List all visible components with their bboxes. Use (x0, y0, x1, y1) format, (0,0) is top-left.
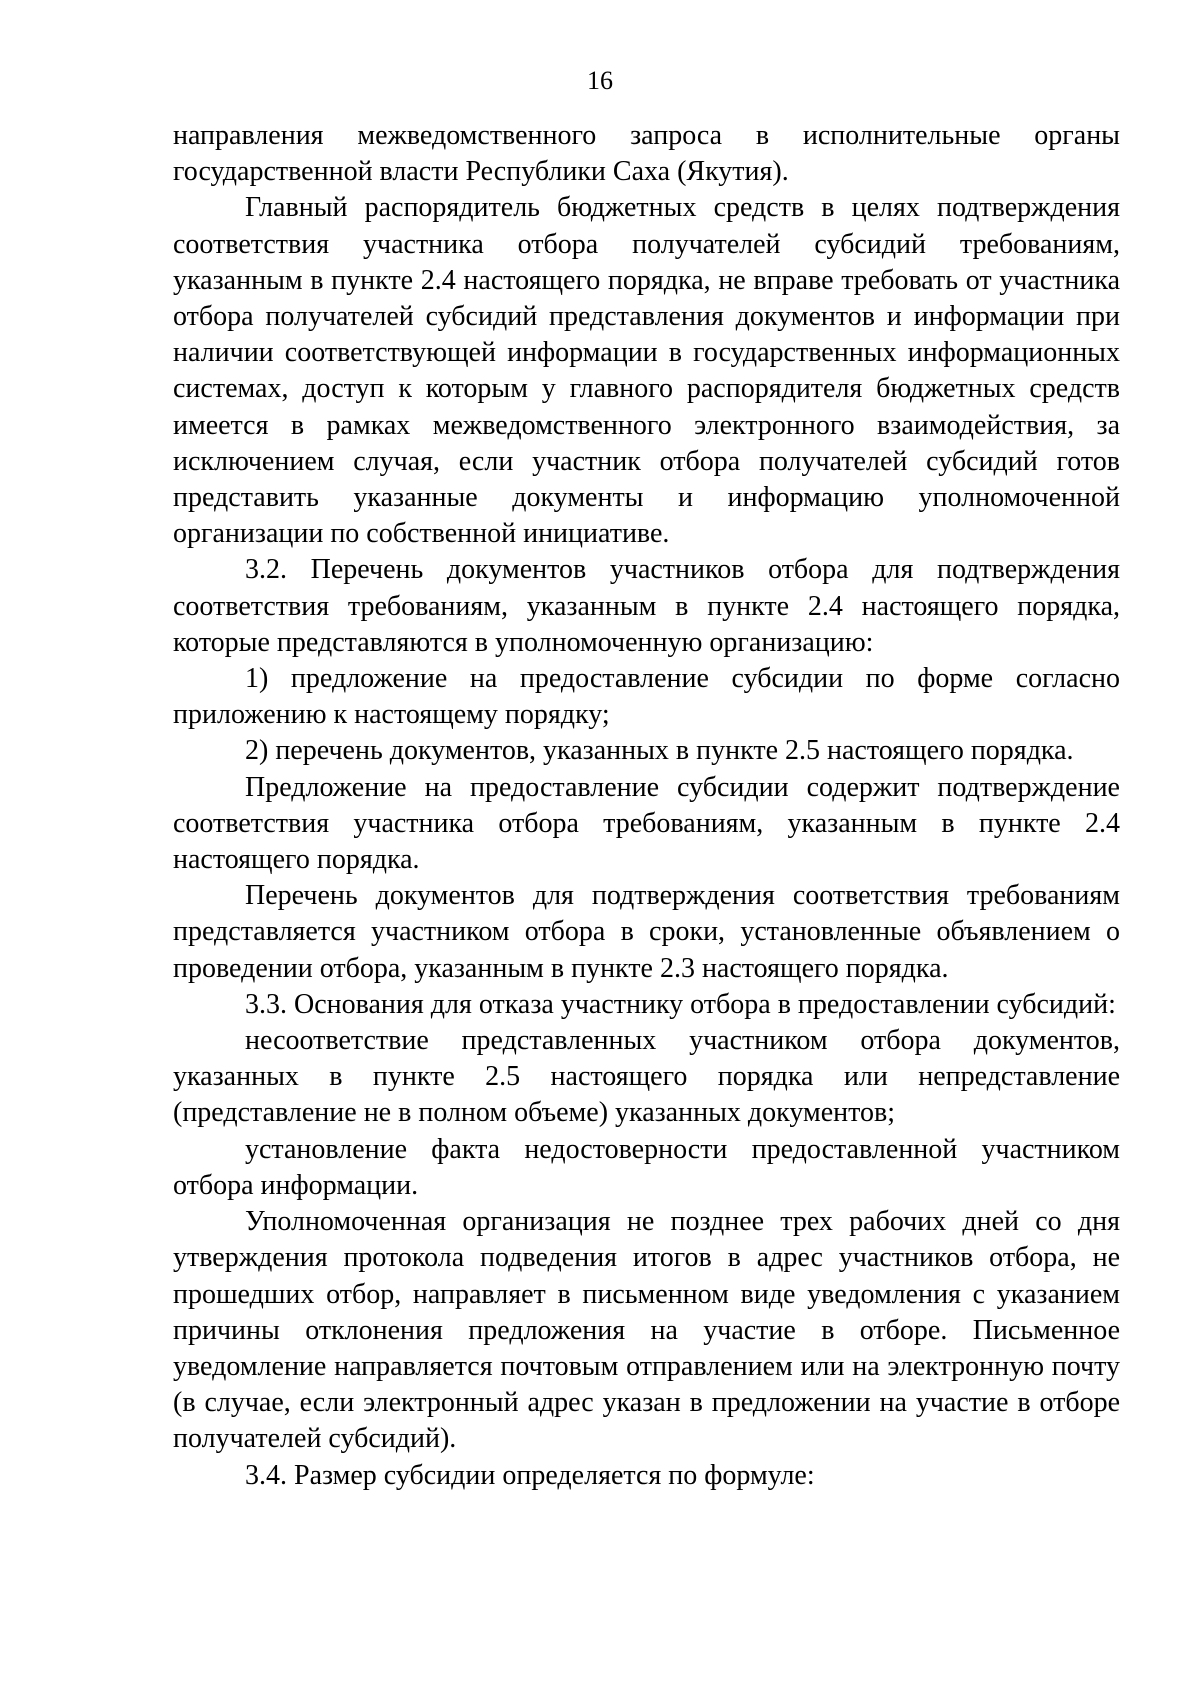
paragraph-proposal: Предложение на предоставление субсидии содержит подтверждение соответствия участника отбора требованиям, указанным в пункте 2.4 настоящего порядка. (173, 771, 1120, 876)
paragraph-3-3: 3.3. Основания для отказа участнику отбора в предоставлении субсидий: (245, 988, 1116, 1020)
paragraph-documents-deadline: Перечень документов для подтверждения соответствия требованиям представляется участником отбора в сроки, установленные объявлением о проведении отбора, указанным в пункте 2.3 настоящего порядка. (173, 880, 1120, 984)
list-item-2: 2) перечень документов, указанных в пункте 2.5 настоящего порядка. (245, 735, 1074, 767)
paragraph-notification: Уполномоченная организация не позднее трех рабочих дней со дня утверждения протокола подведения итогов в адрес участников отбора, не прошедших отбор, направляет в письменном виде уведомления с указанием причины отклонения предложения на участие в отборе. Письменное уведомление направляется почтовым отправлением или на электронную почту (в случае, если электронный адрес указан в предложении на участие в отборе получателей субсидий). (173, 1206, 1120, 1455)
paragraph-3-2: 3.2. Перечень документов участников отбора для подтверждения соответствия требованиям, указанным в пункте 2.4 настоящего порядка, которые представляются в уполномоченную организацию: (173, 554, 1120, 658)
page-number: 16 (587, 66, 613, 95)
document-body (173, 118, 1120, 1494)
refusal-ground-1: несоответствие представленных участником отбора документов, указанных в пункте 2.5 настоящего порядка или непредставление (представление не в полном объеме) указанных документов; (173, 1025, 1120, 1129)
list-item-1: 1) предложение на предоставление субсидии по форме согласно приложению к настоящему порядку; (173, 663, 1120, 731)
paragraph-budget-manager: Главный распорядитель бюджетных средств в целях подтверждения соответствия участника отбора получателей субсидий требованиям, указанным в пункте 2.4 настоящего порядка, не вправе требовать от участника отбора получателей субсидий представления документов и информации при наличии соответствующей информации в государственных информационных системах, доступ к которым у главного распорядителя бюджетных средств имеется в рамках межведомственного электронного взаимодействия, за исключением случая, если участник отбора получателей субсидий готов представить указанные документы и информацию уполномоченной организации по собственной инициативе. (173, 192, 1120, 550)
paragraph-3-4: 3.4. Размер субсидии определяется по формуле: (245, 1459, 815, 1491)
paragraph-continuation: направления межведомственного запроса в исполнительные органы государственной власти Республики Саха (Якутия). (173, 120, 1120, 188)
refusal-ground-2: установление факта недостоверности предоставленной участником отбора информации. (173, 1133, 1120, 1201)
